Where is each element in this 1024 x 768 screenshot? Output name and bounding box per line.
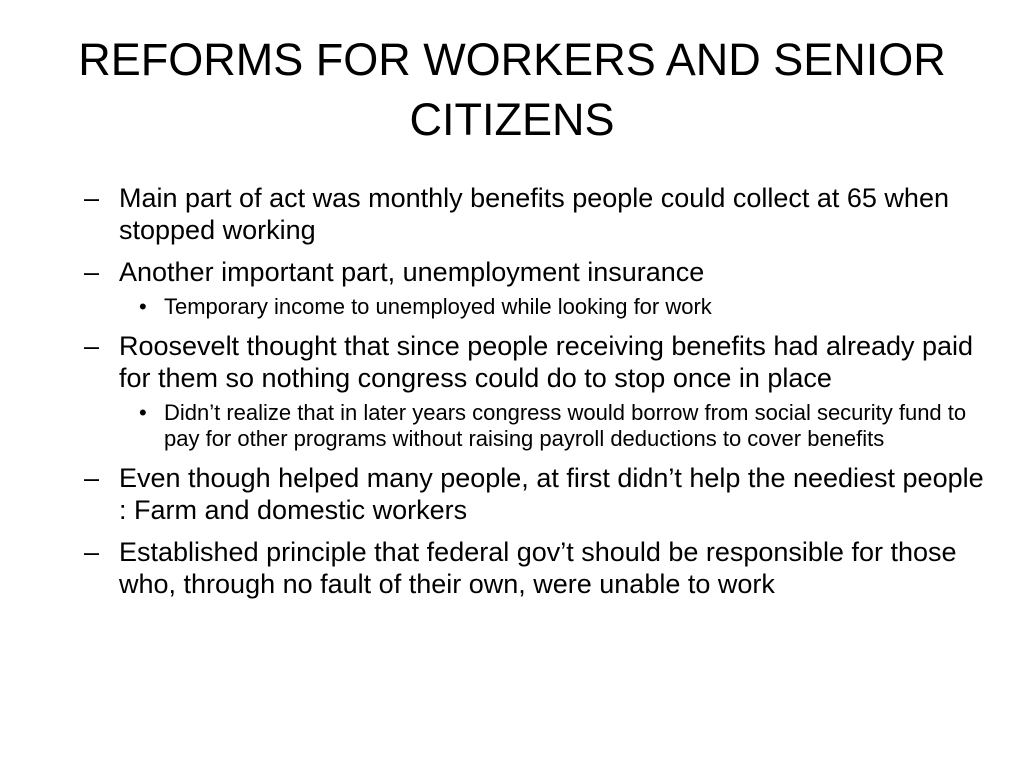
- bullet-list: [84, 182, 984, 610]
- bullet-text: Main part of act was monthly benefits people could collect at 65 when stopped working: [119, 183, 949, 245]
- bullet-item: [84, 330, 984, 452]
- sub-bullet-text: Temporary income to unemployed while looking for work: [164, 294, 712, 319]
- dash-marker: –: [84, 537, 100, 567]
- sub-bullet-list: [119, 294, 984, 320]
- dash-marker: –: [84, 463, 100, 493]
- dash-marker: –: [84, 183, 100, 213]
- bullet-text: Established principle that federal gov’t should be responsible for those who, through no fault of their own, were unable to work: [119, 537, 957, 599]
- dash-marker: –: [84, 257, 100, 287]
- bullet-item: [84, 462, 984, 526]
- dot-marker: •: [139, 400, 147, 425]
- bullet-item: [84, 182, 984, 246]
- dot-marker: •: [139, 294, 147, 319]
- sub-bullet-item: [119, 294, 984, 320]
- sub-bullet-list: [119, 400, 984, 452]
- sub-bullet-text: Didn’t realize that in later years congress would borrow from social security fund to pay for other programs without raising payroll deductions to cover benefits: [164, 400, 967, 451]
- bullet-item: [84, 256, 984, 320]
- bullet-text: Roosevelt thought that since people receiving benefits had already paid for them so nothing congress could do to stop once in place: [119, 331, 974, 393]
- bullet-item: [84, 536, 984, 600]
- dash-marker: –: [84, 331, 100, 361]
- sub-bullet-item: [119, 400, 984, 452]
- bullet-text: Even though helped many people, at first didn’t help the neediest people : Farm and domestic workers: [119, 463, 984, 525]
- slide-title: REFORMS FOR WORKERS AND SENIOR CITIZENS: [78, 34, 946, 145]
- bullet-text: Another important part, unemployment insurance: [119, 257, 705, 287]
